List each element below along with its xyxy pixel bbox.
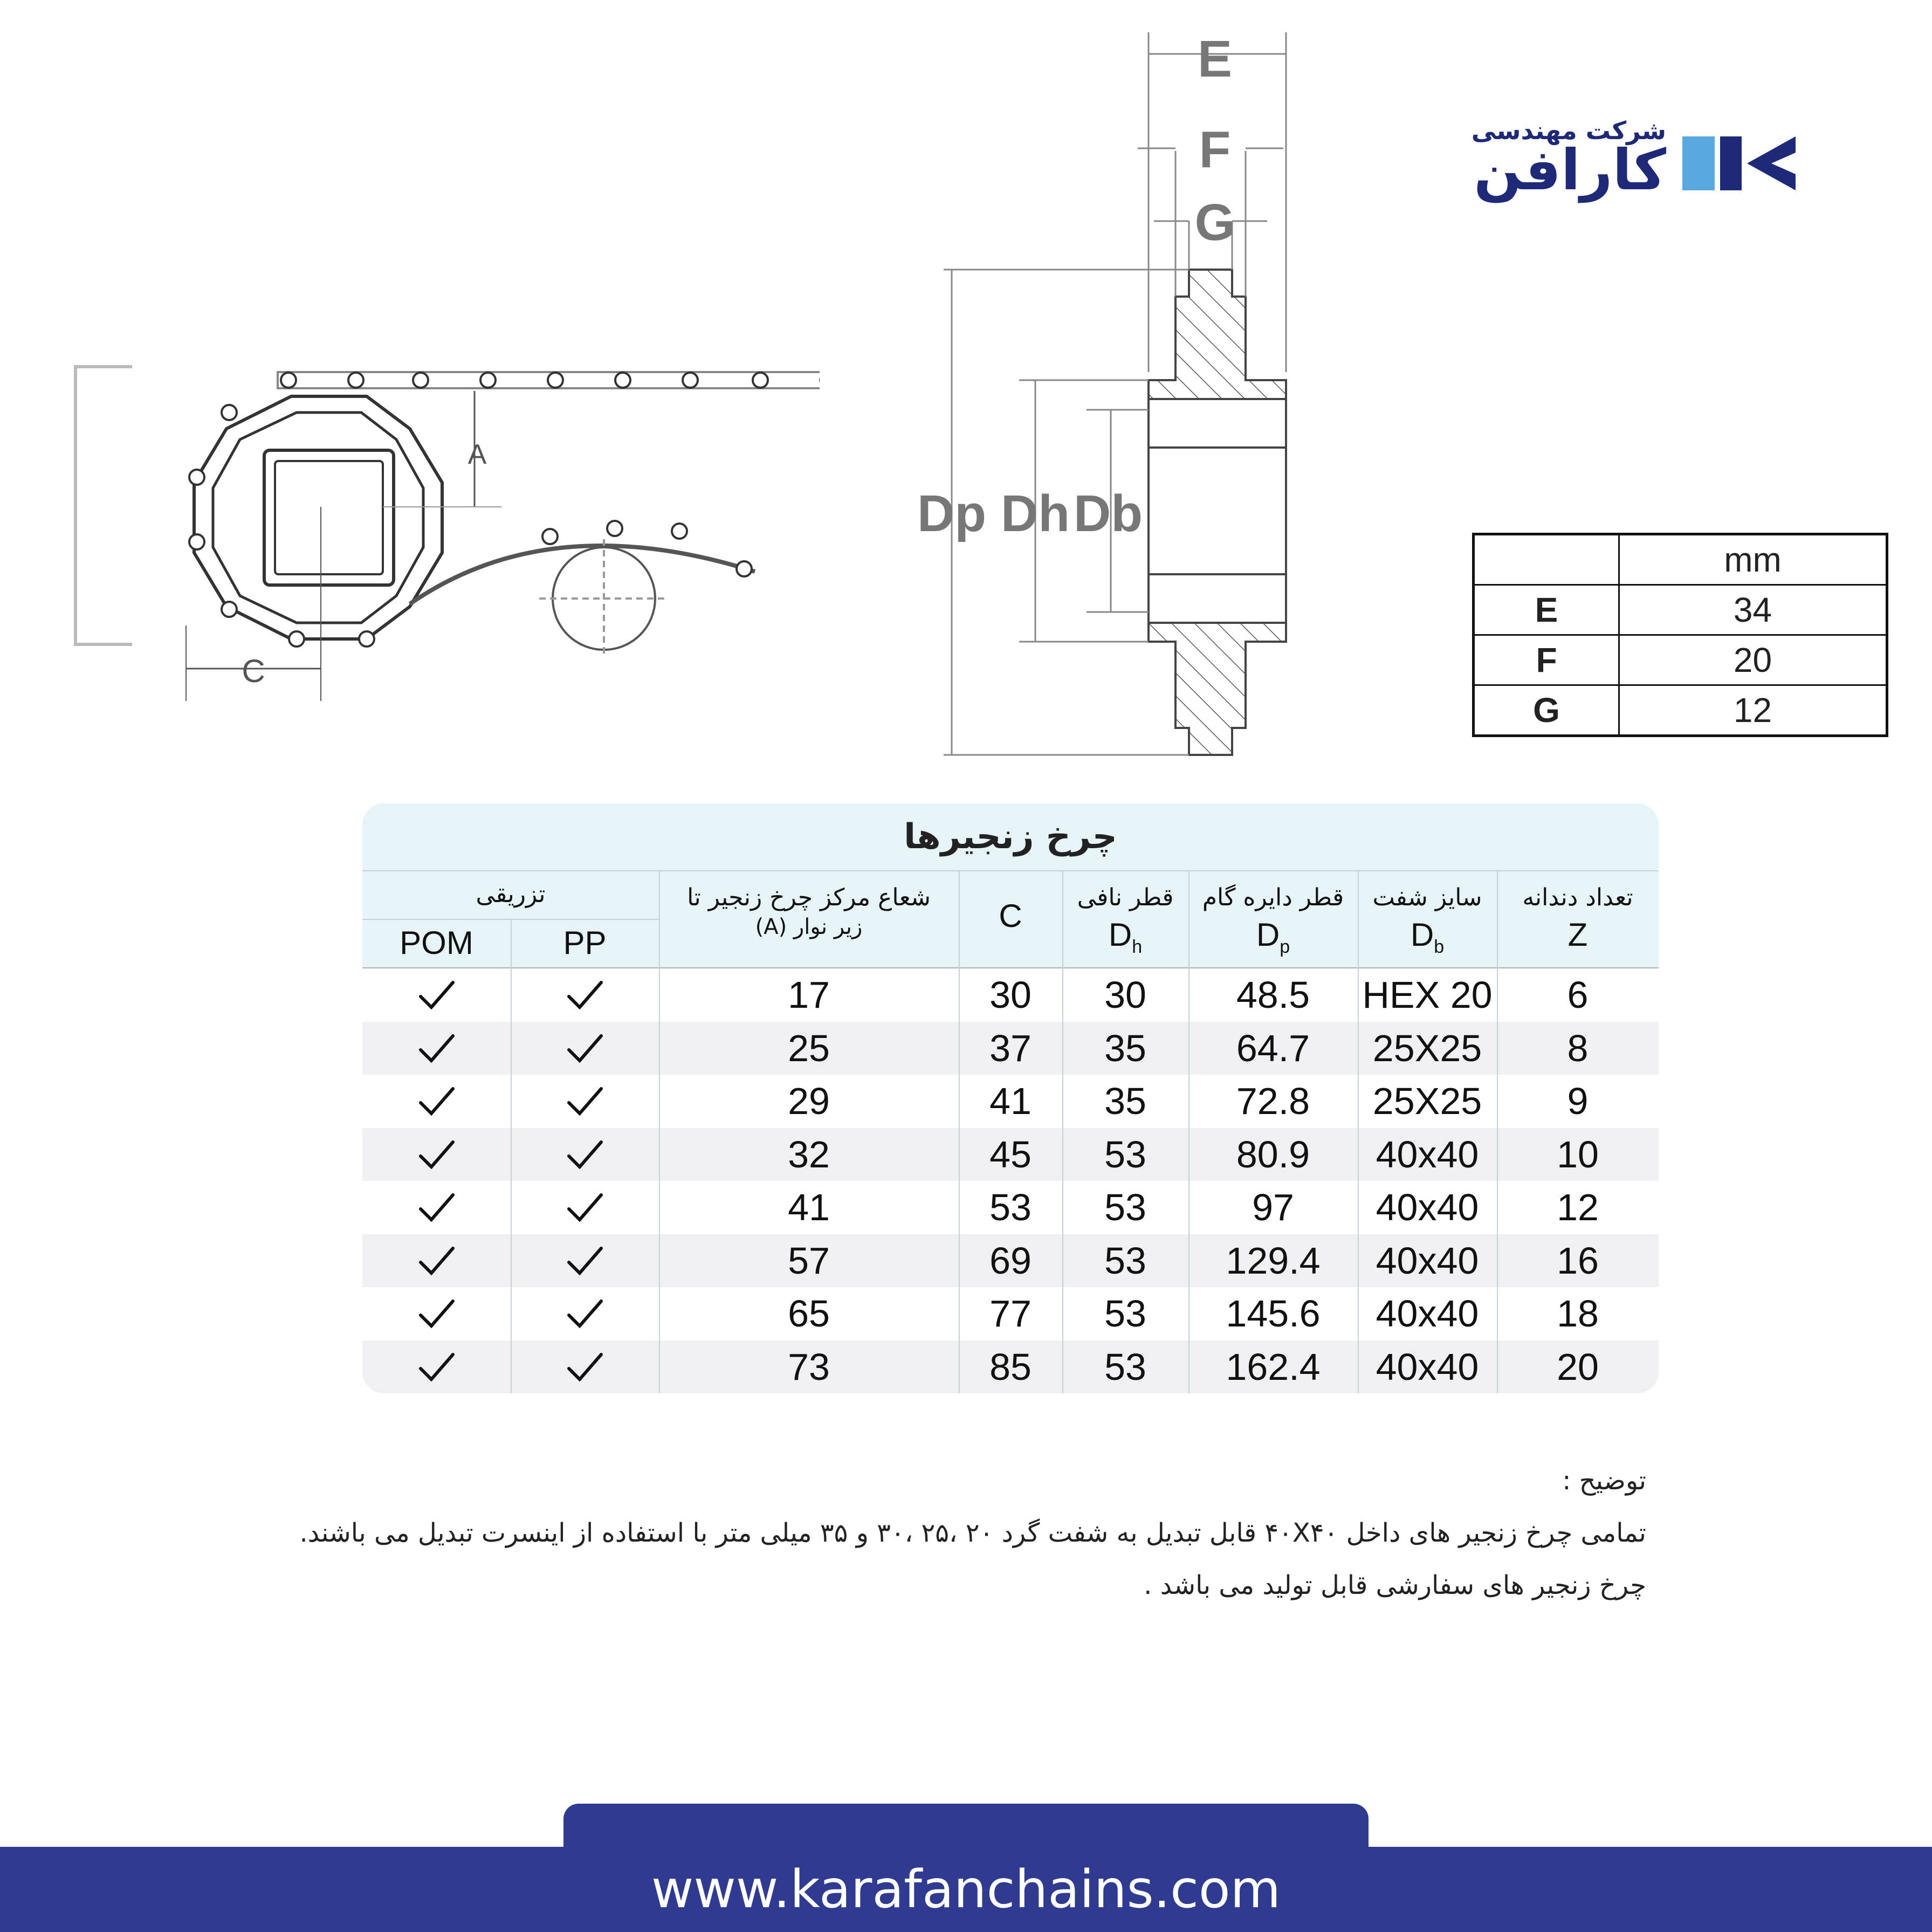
header-hub-symbol: $D_h$ <box>1108 917 1143 957</box>
cell-pitch-diameter: 64.7 <box>1236 1027 1310 1069</box>
label-g: G <box>1194 194 1235 251</box>
header-pitch-symbol: $D_p$ <box>1256 917 1290 957</box>
header-pom: POM <box>400 925 473 961</box>
cell-shaft-size: 40x40 <box>1376 1345 1479 1388</box>
cell-c: 45 <box>989 1133 1032 1175</box>
cell-hub-diameter: 35 <box>1104 1080 1146 1122</box>
cell-c: 69 <box>989 1239 1032 1282</box>
cell-radius: 41 <box>788 1186 830 1228</box>
table-row <box>362 1128 1659 1181</box>
header-shaft-symbol: $D_b$ <box>1410 917 1445 957</box>
cell-c: 30 <box>989 974 1032 1016</box>
cell-c: 37 <box>989 1027 1032 1069</box>
table-row <box>1474 585 1887 635</box>
cell-pitch-diameter: 162.4 <box>1226 1345 1321 1388</box>
pom-check-icon <box>418 1136 456 1173</box>
pom-check-icon <box>418 1348 456 1386</box>
pp-check-icon <box>566 1295 604 1332</box>
label-e: E <box>1197 30 1233 88</box>
cell-radius: 57 <box>788 1239 830 1282</box>
label-c: C <box>242 653 265 689</box>
cell-teeth: 6 <box>1567 974 1589 1016</box>
pom-check-icon <box>418 1242 456 1280</box>
label-dp: Dp <box>917 485 986 542</box>
cell-hub-diameter: 53 <box>1104 1292 1146 1335</box>
dimension-table-header <box>1474 534 1887 585</box>
pp-check-icon <box>566 1242 604 1280</box>
cell-pitch-diameter: 80.9 <box>1236 1133 1310 1175</box>
cell-shaft-size: HEX 20 <box>1362 974 1493 1016</box>
pp-check-icon <box>566 976 604 1014</box>
header-teeth-symbol: Z <box>1567 917 1588 953</box>
cell-radius: 32 <box>788 1133 830 1175</box>
unit-label: mm <box>1619 534 1887 585</box>
sprocket-section-drawing <box>895 27 1348 771</box>
cell-shaft-size: 25X25 <box>1372 1080 1482 1122</box>
table-row <box>362 1022 1659 1075</box>
header-c: C <box>999 898 1022 934</box>
logo-mark-icon <box>1677 131 1801 196</box>
pom-check-icon <box>418 976 456 1014</box>
table-row <box>1474 635 1887 685</box>
header-shaft: سایز شفت <box>1372 884 1482 911</box>
pom-check-icon <box>418 1029 456 1067</box>
cell-radius: 29 <box>788 1080 830 1122</box>
pp-check-icon <box>566 1348 604 1386</box>
label-f: F <box>1199 121 1231 178</box>
cell-hub-diameter: 53 <box>1104 1345 1146 1388</box>
cell-teeth: 8 <box>1567 1027 1589 1069</box>
cell-radius: 65 <box>788 1292 830 1335</box>
logo-subtitle: شرکت مهندسی <box>1471 116 1666 145</box>
table-row <box>362 1181 1659 1234</box>
cell-teeth: 10 <box>1557 1133 1599 1175</box>
notes-line-2: چرخ زنجیر های سفارشی قابل تولید می باشد . <box>1144 1570 1646 1600</box>
notes-heading: توضیح : <box>1562 1466 1646 1496</box>
cell-hub-diameter: 53 <box>1104 1239 1146 1282</box>
cell-hub-diameter: 35 <box>1104 1027 1146 1069</box>
label-dh: Dh <box>1001 485 1070 542</box>
cell-shaft-size: 40x40 <box>1376 1133 1479 1175</box>
cell-teeth: 12 <box>1557 1186 1599 1228</box>
label-a: A <box>467 439 487 470</box>
pom-check-icon <box>418 1188 456 1226</box>
cell-teeth: 16 <box>1557 1239 1599 1282</box>
table-row <box>362 1340 1659 1393</box>
dimension-label: G <box>1474 685 1619 736</box>
cell-pitch-diameter: 97 <box>1252 1186 1294 1228</box>
cell-c: 77 <box>989 1292 1032 1335</box>
cell-teeth: 20 <box>1557 1345 1599 1388</box>
cell-hub-diameter: 53 <box>1104 1133 1146 1175</box>
cell-c: 53 <box>989 1186 1032 1228</box>
cell-radius: 25 <box>788 1027 830 1069</box>
cell-teeth: 18 <box>1557 1292 1599 1335</box>
cell-shaft-size: 40x40 <box>1376 1186 1479 1228</box>
pp-check-icon <box>566 1029 604 1067</box>
cell-teeth: 9 <box>1567 1080 1589 1122</box>
cell-hub-diameter: 30 <box>1104 974 1146 1016</box>
notes-line-1: تمامی چرخ زنجیر های داخل ۴۰X۴۰ قابل تبدیل به شفت گرد ۲۰ ،۲۵ ،۳۰ و ۳۵ میلی متر با استفاده از اینسرت تبدیل می باشند. <box>299 1518 1646 1548</box>
dimension-value: 34 <box>1619 585 1887 635</box>
sprocket-table <box>362 803 1659 1393</box>
dimension-label: E <box>1474 585 1619 635</box>
logo-name: کارافن <box>1474 137 1666 203</box>
cell-radius: 17 <box>788 974 830 1016</box>
table-row <box>362 1075 1659 1127</box>
header-radius: شعاع مرکز چرخ زنجیر تا زیر نوار (A) <box>687 884 931 939</box>
header-hub: قطر نافی <box>1077 884 1174 911</box>
cell-radius: 73 <box>788 1345 830 1388</box>
pp-check-icon <box>566 1082 604 1120</box>
cell-pitch-diameter: 129.4 <box>1226 1239 1321 1282</box>
header-injection: تزریقی <box>476 881 546 908</box>
dimension-value: 20 <box>1619 635 1887 685</box>
dimension-value: 12 <box>1619 685 1887 736</box>
table-row <box>362 1234 1659 1287</box>
cell-shaft-size: 40x40 <box>1376 1292 1479 1335</box>
footer-website-link[interactable]: www.karafanchains.com <box>651 1859 1281 1920</box>
cell-pitch-diameter: 145.6 <box>1226 1292 1321 1335</box>
chain-sprocket-drawing <box>65 345 820 723</box>
cell-pitch-diameter: 48.5 <box>1236 974 1310 1016</box>
table-row <box>362 968 1659 1021</box>
header-pitch: قطر دایره گام <box>1202 884 1344 911</box>
cell-shaft-size: 40x40 <box>1376 1239 1479 1282</box>
label-db: Db <box>1074 485 1143 542</box>
dimension-table <box>1472 533 1888 737</box>
pom-check-icon <box>418 1082 456 1120</box>
cell-c: 41 <box>989 1080 1032 1122</box>
cell-hub-diameter: 53 <box>1104 1186 1146 1228</box>
pp-check-icon <box>566 1136 604 1173</box>
pom-check-icon <box>418 1295 456 1332</box>
header-teeth: تعداد دندانه <box>1522 884 1633 911</box>
dimension-label: F <box>1474 635 1619 685</box>
header-pp: PP <box>563 925 607 961</box>
cell-c: 85 <box>989 1345 1032 1388</box>
table-title: چرخ زنجیرها <box>362 803 1659 870</box>
company-logo <box>1456 116 1801 213</box>
table-row <box>1474 685 1887 736</box>
table-row <box>362 1287 1659 1340</box>
cell-pitch-diameter: 72.8 <box>1236 1080 1310 1122</box>
pp-check-icon <box>566 1188 604 1226</box>
cell-shaft-size: 25X25 <box>1372 1027 1482 1069</box>
